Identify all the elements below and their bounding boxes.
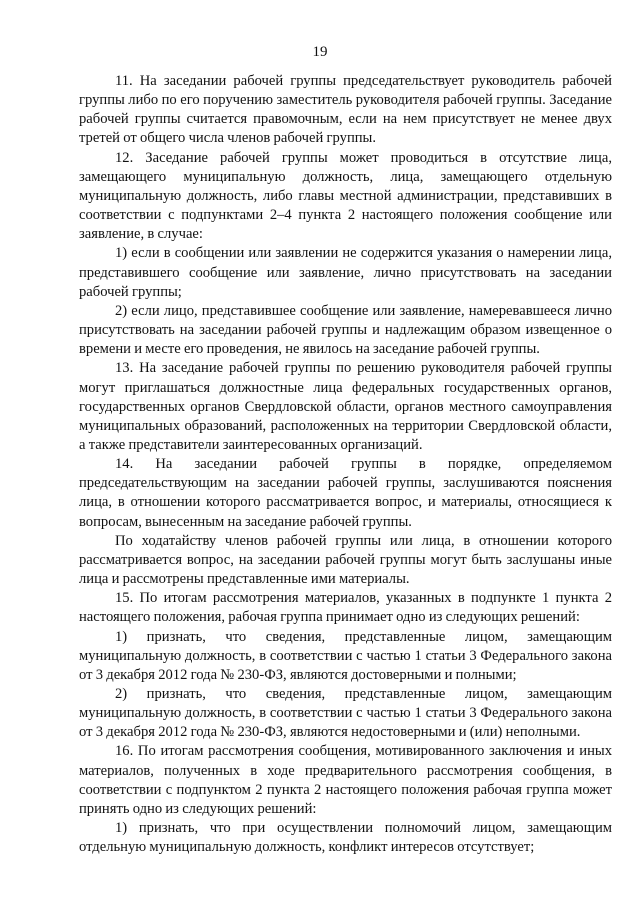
- paragraph-12-item-2: 2) если лицо, представившее сообщение или заявление, намеревавшееся лично присутствовать на заседании рабочей группы и надлежащим образом извещенное о времени и месте его проведения, не явилось на заседание рабочей группы.: [79, 302, 612, 358]
- paragraph-12-item-1: 1) если в сообщении или заявлении не содержится указания о намерении лица, представившего сообщение или заявление, лично присутствовать на заседании рабочей группы;: [79, 245, 612, 300]
- page-number: 19: [312, 44, 328, 60]
- paragraph-15-item-1: 1) признать, что сведения, представленные лицом, замещающим муниципальную должность, в соответствии с частью 1 статьи 3 Федерального закона от 3 декабря 2012 года № 230-ФЗ, являются достоверными и полными;: [79, 628, 612, 683]
- paragraph-11: 11. На заседании рабочей группы председательствует руководитель рабочей группы либо по его поручению заместитель руководителя рабочей группы. Заседание рабочей группы считается правомочным, если на нем присутствует не менее двух третей от общего числа членов рабочей группы.: [79, 73, 612, 147]
- paragraph-16-item-1: 1) признать, что при осуществлении полномочий лицом, замещающим отдельную муниципальную должность, конфликт интересов отсутствует;: [79, 820, 612, 856]
- paragraph-16: 16. По итогам рассмотрения сообщения, мотивированного заключения и иных материалов, полученных в ходе предварительного рассмотрения сообщения, в соответствии с подпунктом 2 пункта 2 настоящего положения рабочая группа может принять одно из следующих решений:: [79, 743, 612, 817]
- paragraph-14-continuation: По ходатайству членов рабочей группы или лица, в отношении которого рассматривается вопрос, на заседании рабочей группы могут быть заслушаны иные лица и рассмотрены представленные ими материалы.: [79, 532, 612, 588]
- paragraph-14: 14. На заседании рабочей группы в порядке, определяемом председательствующим на заседании рабочей группы, заслушиваются пояснения лица, в отношении которого рассматривается вопрос, и материалы, относящиеся к вопросам, вынесенным на заседание рабочей группы.: [79, 456, 612, 530]
- paragraph-13: 13. На заседание рабочей группы по решению руководителя рабочей группы могут приглашаться должностные лица федеральных государственных органов, государственных органов Свердловской области, органов местного самоуправления муниципальных образований, расположенных на территории Свердловской области, а также представители заинтересованных организаций.: [79, 360, 612, 453]
- paragraph-12: 12. Заседание рабочей группы может проводиться в отсутствие лица, замещающего муниципальную должность, лица, замещающего отдельную муниципальную должность, либо главы местной администрации, представивших в соответствии с подпунктами 2–4 пункта 2 настоящего положения сообщение или заявление, в случае:: [79, 149, 612, 243]
- document-body: [79, 72, 612, 857]
- paragraph-15: 15. По итогам рассмотрения материалов, указанных в подпункте 1 пункта 2 настоящего положения, рабочая группа принимает одно из следующих решений:: [79, 590, 612, 626]
- paragraph-15-item-2: 2) признать, что сведения, представленные лицом, замещающим муниципальную должность, в соответствии с частью 1 статьи 3 Федерального закона от 3 декабря 2012 года № 230-ФЗ, являются недостоверными и (или) неполными.: [79, 686, 612, 741]
